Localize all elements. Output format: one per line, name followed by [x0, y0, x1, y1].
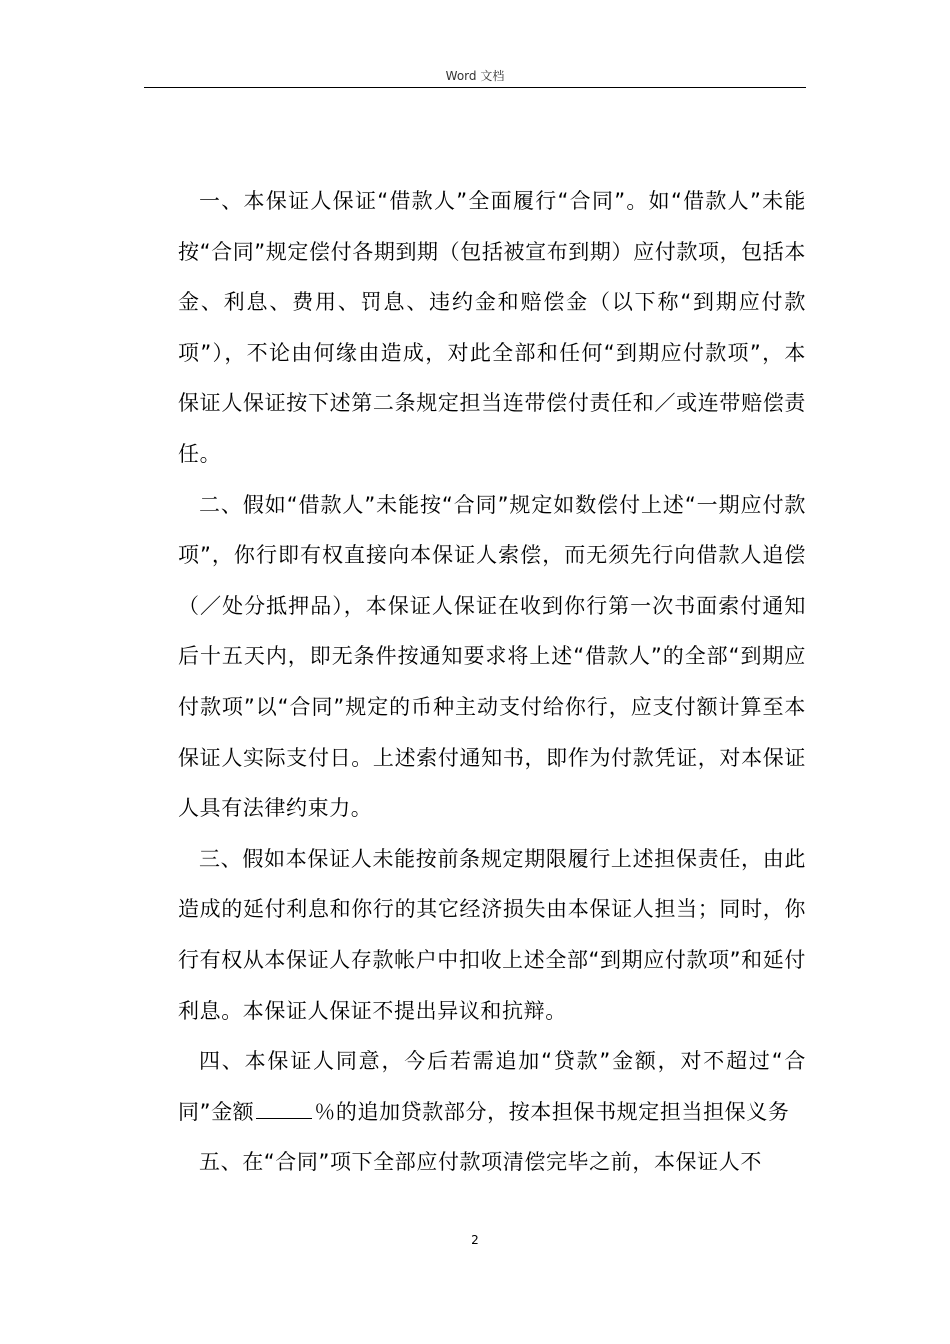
page-header — [0, 68, 950, 84]
page-number — [0, 1232, 950, 1248]
document-body — [178, 176, 806, 1188]
paragraph-4-before-blank: 四、本保证人同意，今后若需追加“贷款”金额，对不超过“合同”金额 — [178, 1049, 806, 1124]
paragraph-2: 二、假如“借款人”未能按“合同”规定如数偿付上述“一期应付款项”，你行即有权直接向本保证人索偿，而无须先行向借款人追偿（／处分抵押品），本保证人保证在收到你行第一次书面索付通知后十五天内，即无条件按通知要求将上述“借款人”的全部“到期应付款项”以“合同”规定的币种主动支付给你行，应支付额计算至本保证人实际支付日。上述索付通知书，即作为付款凭证，对本保证人具有法律约束力。 — [178, 492, 806, 821]
paragraph-4-after-blank: ％的追加贷款部分，按本担保书规定担当担保义务 — [314, 1099, 790, 1124]
header-divider — [144, 87, 806, 88]
paragraph-3: 三、假如本保证人未能按前条规定期限履行上述担保责任，由此造成的延付利息和你行的其它经济损失由本保证人担当；同时，你行有权从本保证人存款帐户中扣收上述全部“到期应付款项”和延付利息。本保证人保证不提出异议和抗辩。 — [178, 846, 806, 1023]
paragraph-5: 五、在“合同”项下全部应付款项清偿完毕之前，本保证人不 — [199, 1150, 762, 1175]
paragraph-4 — [178, 1036, 806, 1137]
paragraph-1: 一、本保证人保证“借款人”全面履行“合同”。如“借款人”未能按“合同”规定偿付各期到期（包括被宣布到期）应付款项，包括本金、利息、费用、罚息、违约金和赔偿金（以下称“到期应付款项”），不论由何缘由造成，对此全部和任何“到期应付款项”，本保证人保证按下述第二条规定担当连带偿付责任和／或连带赔偿责任。 — [178, 189, 806, 466]
header-title: Word 文档 — [445, 69, 505, 83]
fill-in-blank — [256, 1117, 312, 1119]
page-number-value: 2 — [471, 1233, 479, 1247]
